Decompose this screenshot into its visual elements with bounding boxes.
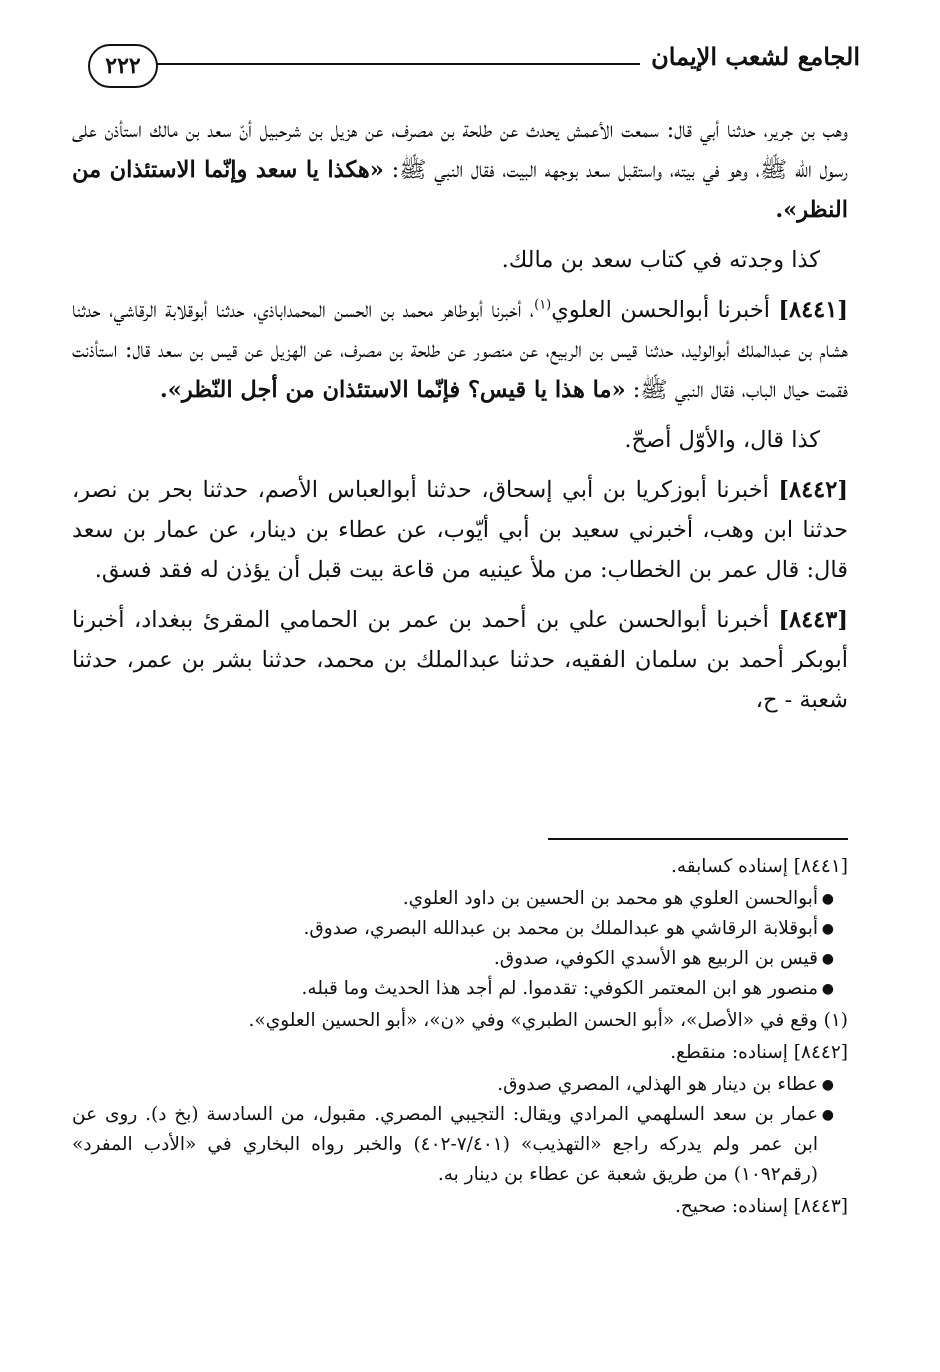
bullet-icon: ● xyxy=(821,951,834,967)
note-item-text: عطاء بن دينار هو الهذلي، المصري صدوق. xyxy=(497,1074,818,1095)
paragraph-text: وهب بن جرير، حدثنا أبي قال: سمعت الأعمش يحدث عن طلحة بن مصرف، عن هزيل بن شرحبيل أنّ سعد بن مالك استأذن على رسول الله ﷺ، وهو في بيته، واستقبل سعد بوجهه البيت، فقال النبي ﷺ: xyxy=(72,117,848,183)
note-item-text: عمار بن سعد السلهمي المرادي ويقال: التجيبي المصري. مقبول، من السادسة (بخ د). روى عن ابن عمر ولم يدركه راجع «التهذيب» (٧/٤٠١-٤٠٢) والخبر رواه البخاري في «الأدب المفرد» (رقم١٠٩٢) من طريق شعبة عن عطاء بن دينار به. xyxy=(72,1104,818,1185)
hadith-text: أخبرنا أبوالحسن علي بن أحمد بن عمر بن الحمامي المقرئ ببغداد، أخبرنا أبوبكر أحمد بن سلمان الفقيه، حدثنا عبدالملك بن محمد، حدثنا بشر بن عمر، حدثنا شعبة - ح، xyxy=(72,607,848,713)
hadith-text: أخبرنا أبوزكريا بن أبي إسحاق، حدثنا أبوالعباس الأصم، حدثنا بحر بن نصر، حدثنا ابن وهب، أخبرني سعيد بن أبي أيّوب، عن عطاء بن دينار، عن عمار بن سعد قال: قال عمر بن الخطاب: من ملأ عينيه من قاعة بيت قبل أن يؤذن له فقد فسق. xyxy=(72,477,848,583)
bullet-icon: ● xyxy=(821,891,834,907)
hadith-quote: «ما هذا يا قيس؟ فإنّما الاستئذان من أجل النّظر». xyxy=(159,377,626,403)
hadith-number: [٨٤٤٣] xyxy=(778,607,848,633)
hadith-text: ، أخبرنا أبوطاهر محمد بن الحسن المحمداباذي، حدثنا أبوقلابة الرقاشي، حدثنا هشام بن عبدالملك أبوالوليد، حدثنا قيس بن الربيع، عن منصور عن طلحة بن مصرف، عن الهزيل عن قيس بن سعد قال: استأذنت فقمت حيال الباب، فقال النبي ﷺ: xyxy=(72,297,848,403)
note-item xyxy=(72,1100,834,1190)
hadith-number: [٨٤٤٢] xyxy=(778,477,848,503)
note-item xyxy=(72,1070,834,1100)
page-header xyxy=(60,36,860,92)
hadith-text: أخبرنا أبوالحسن العلوي xyxy=(551,297,779,323)
main-text xyxy=(72,110,848,730)
note-item-text: أبوقلابة الرقاشي هو عبدالملك بن محمد بن عبدالله البصري، صدوق. xyxy=(303,918,818,939)
note-item xyxy=(72,914,834,944)
book-title: الجامع لشعب الإيمان xyxy=(651,42,860,71)
bullet-icon: ● xyxy=(821,1107,834,1123)
footnote-separator xyxy=(548,838,848,840)
hadith-8442 xyxy=(72,470,848,590)
hadith-quote: «هكذا يا سعد وإنّما الاستئذان من النظر». xyxy=(72,157,848,223)
note-item-text: أبوالحسن العلوي هو محمد بن الحسين بن داود العلوي. xyxy=(402,888,818,909)
paragraph-note: كذا قال، والأوّل أصحّ. xyxy=(624,427,820,453)
note-item xyxy=(72,884,834,914)
header-rule xyxy=(156,63,640,65)
note-item xyxy=(72,944,834,974)
bullet-icon: ● xyxy=(821,921,834,937)
note-heading: [٨٤٤١] إسناده كسابقه. xyxy=(671,856,848,877)
paragraph-continuation xyxy=(72,110,848,230)
note-heading: [٨٤٤٣] إسناده: صحيح. xyxy=(674,1196,848,1217)
footnotes xyxy=(72,852,848,1224)
note-item xyxy=(72,974,834,1004)
hadith-number: [٨٤٤١] xyxy=(778,297,848,323)
note-item-text: قيس بن الربيع هو الأسدي الكوفي، صدوق. xyxy=(493,948,818,969)
paragraph-note: كذا وجدته في كتاب سعد بن مالك. xyxy=(501,247,820,273)
hadith-8443 xyxy=(72,600,848,720)
footnote-marker: (١) xyxy=(534,297,552,313)
hadith-8441 xyxy=(72,290,848,410)
note-item-text: منصور هو ابن المعتمر الكوفي: تقدموا. لم أجد هذا الحديث وما قبله. xyxy=(301,978,818,999)
note-list xyxy=(72,1070,848,1190)
bullet-icon: ● xyxy=(821,1077,834,1093)
bullet-icon: ● xyxy=(821,981,834,997)
page-number: ٢٢٢ xyxy=(88,44,158,88)
note-list xyxy=(72,884,848,1004)
footnote-1: (١) وقع في «الأصل»، «أبو الحسن الطبري» وفي «ن»، «أبو الحسين العلوي». xyxy=(248,1010,848,1031)
note-heading: [٨٤٤٢] إسناده: منقطع. xyxy=(670,1042,848,1063)
